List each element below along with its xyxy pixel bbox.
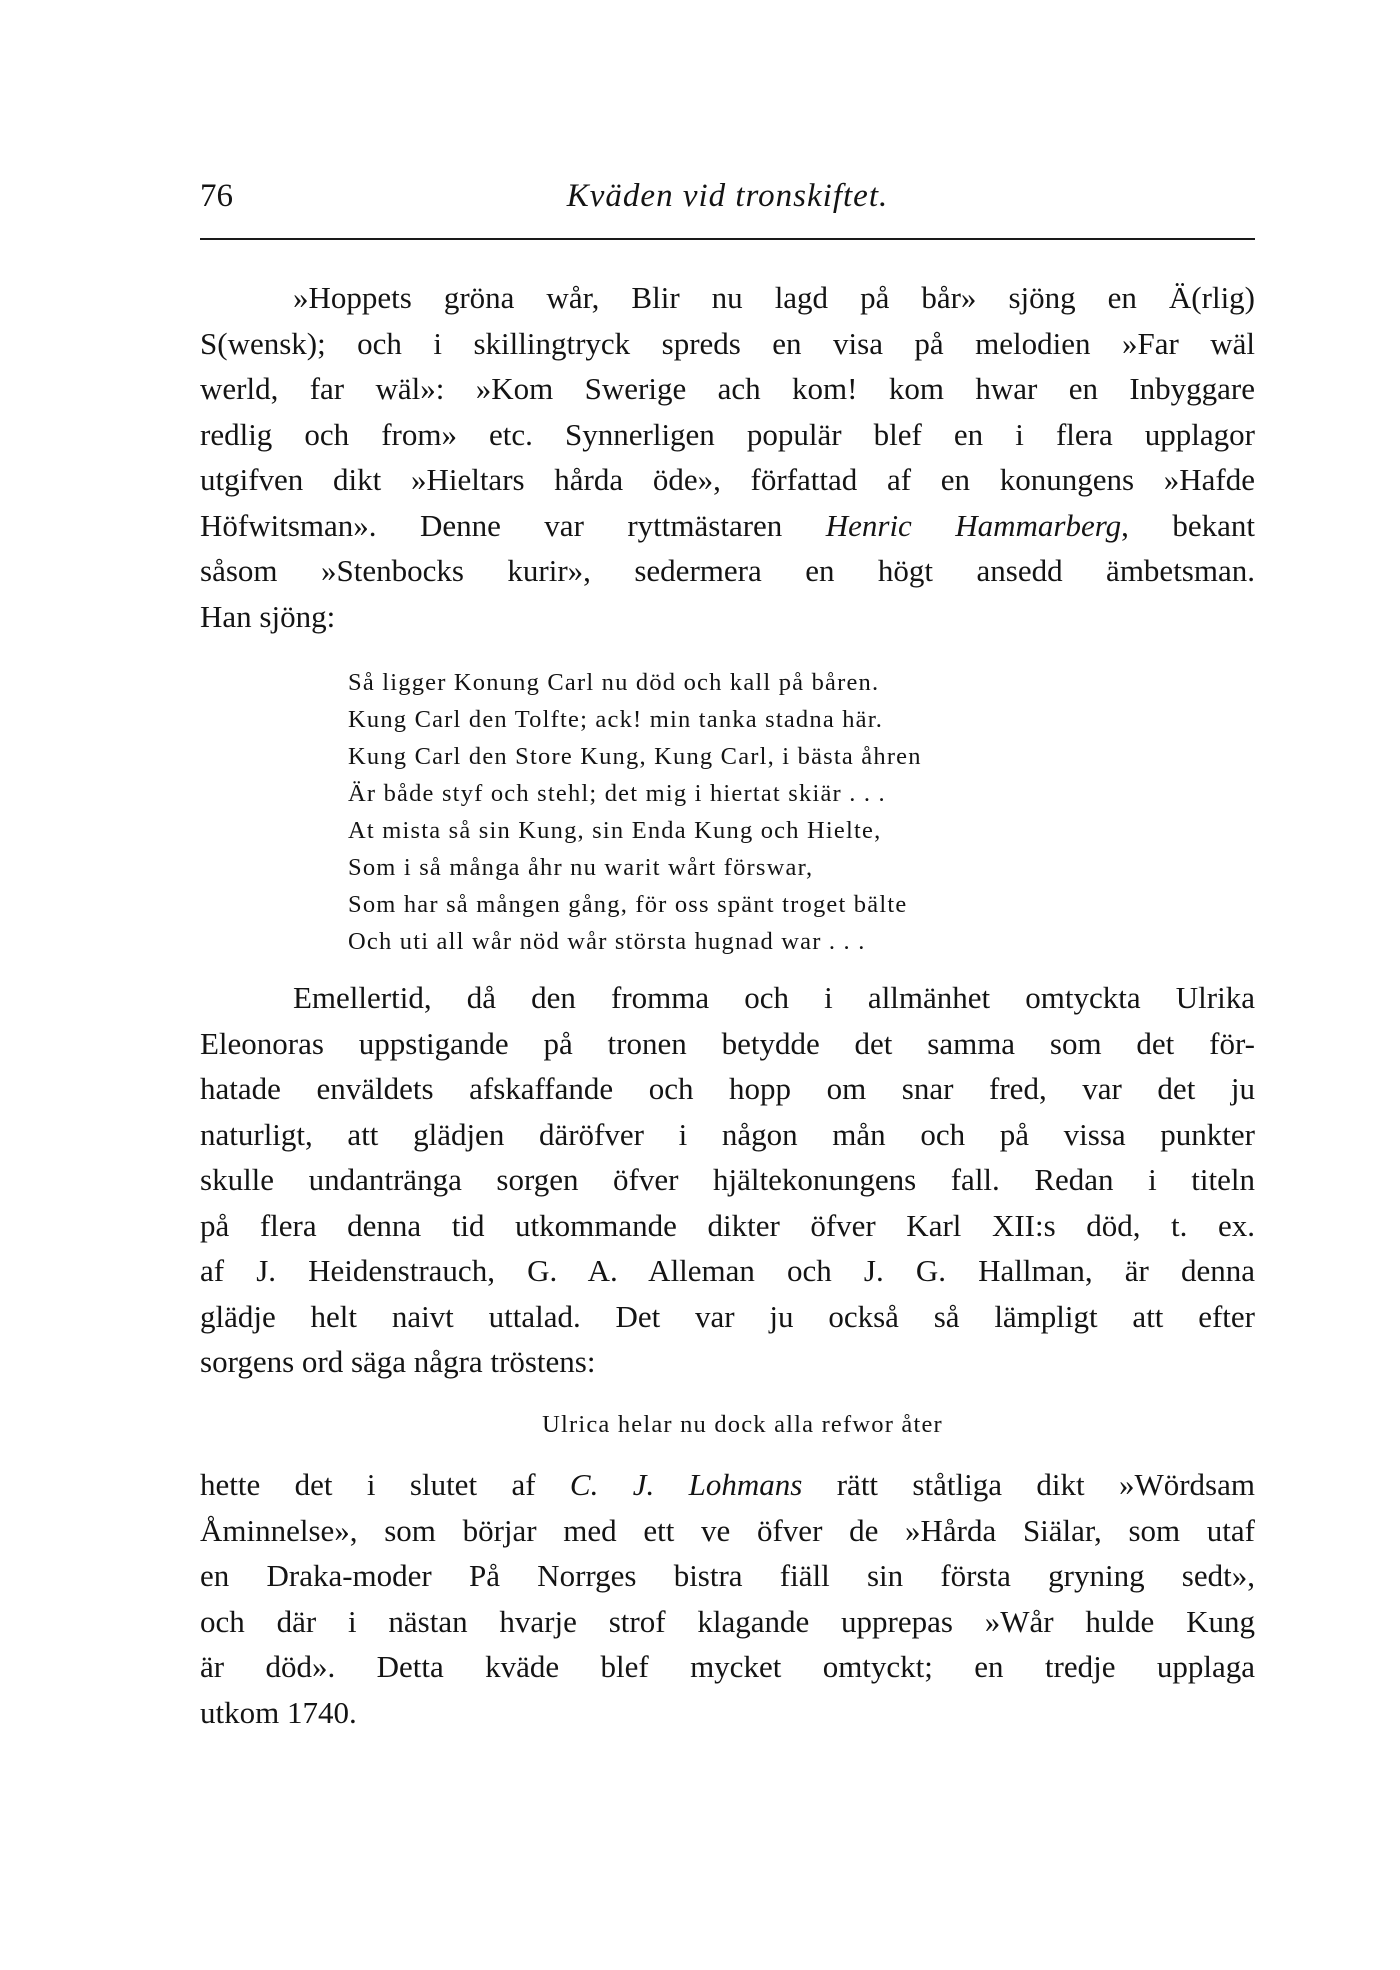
paragraph-1 xyxy=(200,275,1255,639)
text-line: Åminnelse», som börjar med ett ve öfver de »Hårda Siälar, som utaf xyxy=(200,1512,1255,1548)
quoted-verse-line: Ulrica helar nu dock alla refwor åter xyxy=(542,1411,943,1438)
text-line: Emellertid, då den fromma och i allmänhet omtyckta Ulrika xyxy=(293,980,1255,1015)
text-line: redlig och from» etc. Synnerligen populär blef en i flera upplagor xyxy=(200,416,1255,452)
text-line-head: hette det i slutet af xyxy=(200,1467,570,1502)
text-line: S(wensk); och i skillingtryck spreds en visa på melodien »Far wäl xyxy=(200,325,1255,361)
verse-line: At mista så sin Kung, sin Enda Kung och Hielte, xyxy=(348,817,882,844)
verse-block xyxy=(348,664,922,960)
text-line: Eleonoras uppstigande på tronen betydde det samma som det för- xyxy=(200,1025,1255,1061)
page-number: 76 xyxy=(200,178,233,214)
paragraph-3 xyxy=(200,1462,1255,1735)
text-line: såsom »Stenbocks kurir», sedermera en högt ansedd ämbetsman. xyxy=(200,553,1255,588)
text-line: hatade enväldets afskaffande och hopp om snar fred, var det ju xyxy=(200,1071,1255,1106)
text-line: Han sjöng: xyxy=(200,598,336,634)
author-name-italic: C. J. Lohmans xyxy=(569,1467,803,1502)
verse-line: Så ligger Konung Carl nu död och kall på båren. xyxy=(348,669,880,696)
text-line-tail: , bekant xyxy=(1121,507,1256,543)
text-line: af J. Heidenstrauch, G. A. Alleman och J. G. Hallman, är denna xyxy=(200,1253,1255,1288)
paragraph-2 xyxy=(200,975,1255,1385)
verse-line: Som i så många åhr nu warit wårt förswar, xyxy=(348,854,814,881)
verse-line: Och uti all wår nöd wår största hugnad war . . . xyxy=(348,928,866,955)
text-line: werld, far wäl»: »Kom Swerige ach kom! kom hwar en Inbyggare xyxy=(200,371,1255,406)
text-line xyxy=(200,1462,1255,1508)
text-line: och där i nästan hvarje strof klagande upprepas »Wår hulde Kung xyxy=(200,1603,1255,1639)
running-title: Kväden vid tronskiftet. xyxy=(566,178,889,214)
text-line: på flera denna tid utkommande dikter öfver Karl XII:s död, t. ex. xyxy=(200,1207,1255,1243)
text-line: skulle undantränga sorgen öfver hjältekonungens fall. Redan i titeln xyxy=(200,1162,1255,1197)
author-name-italic: Henric Hammarberg xyxy=(825,507,1122,543)
text-line: »Hoppets gröna wår, Blir nu lagd på bår» sjöng en Ä(rlig) xyxy=(293,280,1255,315)
header-rule xyxy=(200,238,1255,240)
page-header xyxy=(200,178,1255,228)
text-line: utgifven dikt »Hieltars hårda öde», författad af en konungens »Hafde xyxy=(200,462,1255,497)
verse-line: Som har så mången gång, för oss spänt troget bälte xyxy=(348,891,908,918)
verse-line: Är både styf och stehl; det mig i hiertat skiär . . . xyxy=(348,780,886,807)
text-line xyxy=(200,503,1255,549)
text-line-head: Höfwitsman». Denne var ryttmästaren xyxy=(200,507,826,543)
text-line: glädje helt naivt uttalad. Det var ju också så lämpligt att efter xyxy=(200,1298,1255,1334)
verse-line: Kung Carl den Store Kung, Kung Carl, i bästa åhren xyxy=(348,743,922,770)
text-line: är död». Detta kväde blef mycket omtyckt; en tredje upplaga xyxy=(200,1649,1255,1684)
text-line: utkom 1740. xyxy=(200,1694,357,1730)
text-line: sorgens ord säga några tröstens: xyxy=(200,1344,596,1379)
verse-line: Kung Carl den Tolfte; ack! min tanka stadna här. xyxy=(348,706,884,733)
text-line: naturligt, att glädjen däröfver i någon mån och på vissa punkter xyxy=(200,1116,1255,1152)
text-line: en Draka-moder På Norrges bistra fiäll sin första gryning sedt», xyxy=(200,1558,1255,1593)
text-line-tail: rätt ståtliga dikt »Wördsam xyxy=(802,1467,1255,1502)
